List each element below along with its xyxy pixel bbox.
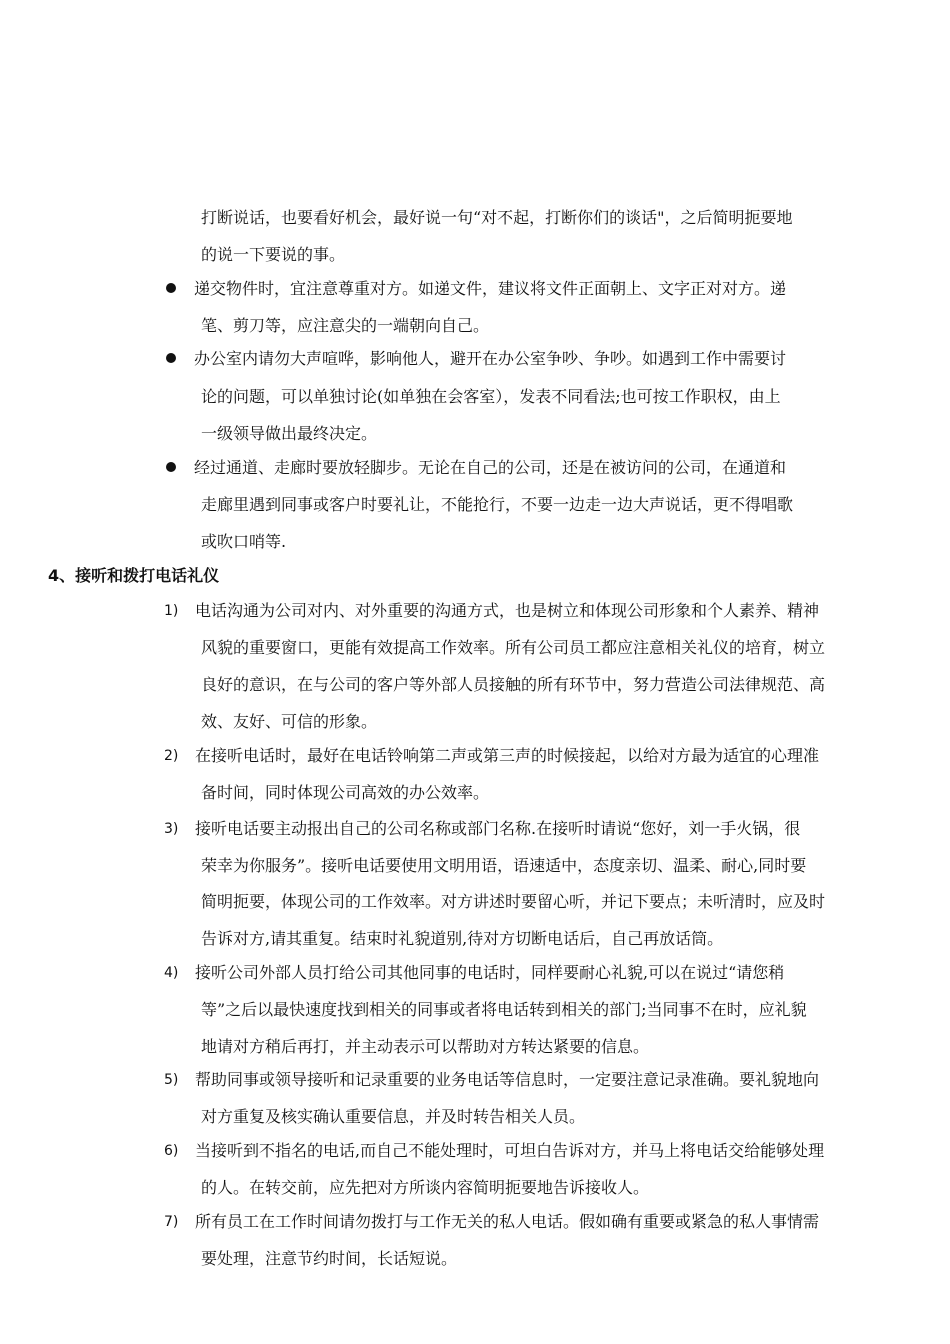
item-line: 所有员工在工作时间请勿拨打与工作无关的私人电话。假如确有重要或紧急的私人事情需 [195, 1212, 820, 1231]
item-line: 接听公司外部人员打给公司其他同事的电话时，同样要耐心礼貌,可以在说过“请您稍 [195, 963, 785, 982]
item-number: 6) [164, 1143, 179, 1159]
continuation-line: 的说一下要说的事。 [201, 245, 346, 264]
item-line: 帮助同事或领导接听和记录重要的业务电话等信息时，一定要注意记录准确。要礼貌地向 [195, 1070, 820, 1089]
item-line: 良好的意识，在与公司的客户等外部人员接触的所有环节中，努力营造公司法律规范、高 [201, 675, 826, 694]
bullet-line: 笔、剪刀等，应注意尖的一端朝向自己。 [201, 316, 490, 335]
item-number: 2) [164, 748, 179, 764]
item-line: 荣幸为你服务”。接听电话要使用文明用语，语速适中，态度亲切、温柔、耐心,同时要 [201, 856, 807, 875]
section-heading: 4、接听和拨打电话礼仪 [48, 566, 220, 585]
item-number: 3) [164, 821, 179, 837]
bullet-dot-icon [166, 283, 176, 293]
item-line: 的人。在转交前，应先把对方所谈内容简明扼要地告诉接收人。 [201, 1178, 650, 1197]
bullet-dot-icon [166, 462, 176, 472]
item-number: 4) [164, 965, 179, 981]
continuation-line: 打断说话，也要看好机会，最好说一句“对不起，打断你们的谈话"，之后简明扼要地 [201, 208, 793, 227]
item-line: 地请对方稍后再打，并主动表示可以帮助对方转达紧要的信息。 [201, 1037, 650, 1056]
item-line: 风貌的重要窗口，更能有效提高工作效率。所有公司员工都应注意相关礼仪的培育，树立 [201, 638, 826, 657]
bullet-line: 办公室内请勿大声喧哗，影响他人，避开在办公室争吵、争吵。如遇到工作中需要讨 [194, 349, 787, 368]
item-line: 对方重复及核实确认重要信息，并及时转告相关人员。 [201, 1107, 586, 1126]
item-line: 接听电话要主动报出自己的公司名称或部门名称.在接听时请说“您好，刘一手火锅，很 [195, 819, 801, 838]
bullet-line: 一级领导做出最终决定。 [201, 424, 378, 443]
item-line: 等”之后以最快速度找到相关的同事或者将电话转到相关的部门;当同事不在时，应礼貌 [201, 1000, 807, 1019]
item-number: 5) [164, 1072, 179, 1088]
item-line: 备时间，同时体现公司高效的办公效率。 [201, 783, 490, 802]
bullet-line: 走廊里遇到同事或客户时要礼让，不能抢行，不要一边走一边大声说话，更不得唱歌 [201, 495, 794, 514]
bullet-line: 论的问题，可以单独讨论(如单独在会客室），发表不同看法;也可按工作职权，由上 [201, 387, 781, 406]
bullet-line: 经过通道、走廊时要放轻脚步。无论在自己的公司，还是在被访问的公司，在通道和 [194, 458, 787, 477]
bullet-line: 或吹口哨等. [201, 532, 287, 551]
item-number: 7) [164, 1214, 179, 1230]
item-line: 效、友好、可信的形象。 [201, 712, 378, 731]
bullet-line: 递交物件时，宜注意尊重对方。如递文件，建议将文件正面朝上、文字正对对方。递 [194, 279, 787, 298]
item-line: 电话沟通为公司对内、对外重要的沟通方式，也是树立和体现公司形象和个人素养、精神 [195, 601, 820, 620]
item-line: 在接听电话时，最好在电话铃响第二声或第三声的时候接起，以给对方最为适宜的心理准 [195, 746, 820, 765]
item-line: 告诉对方,请其重复。结束时礼貌道别,待对方切断电话后，自己再放话筒。 [201, 929, 724, 948]
bullet-dot-icon [166, 353, 176, 363]
item-line: 要处理，注意节约时间，长话短说。 [201, 1249, 458, 1268]
item-line: 当接听到不指名的电话,而自己不能处理时，可坦白告诉对方，并马上将电话交给能够处理 [195, 1141, 825, 1160]
item-number: 1) [164, 603, 179, 619]
item-line: 简明扼要，体现公司的工作效率。对方讲述时要留心听，并记下要点；未听清时，应及时 [201, 892, 826, 911]
